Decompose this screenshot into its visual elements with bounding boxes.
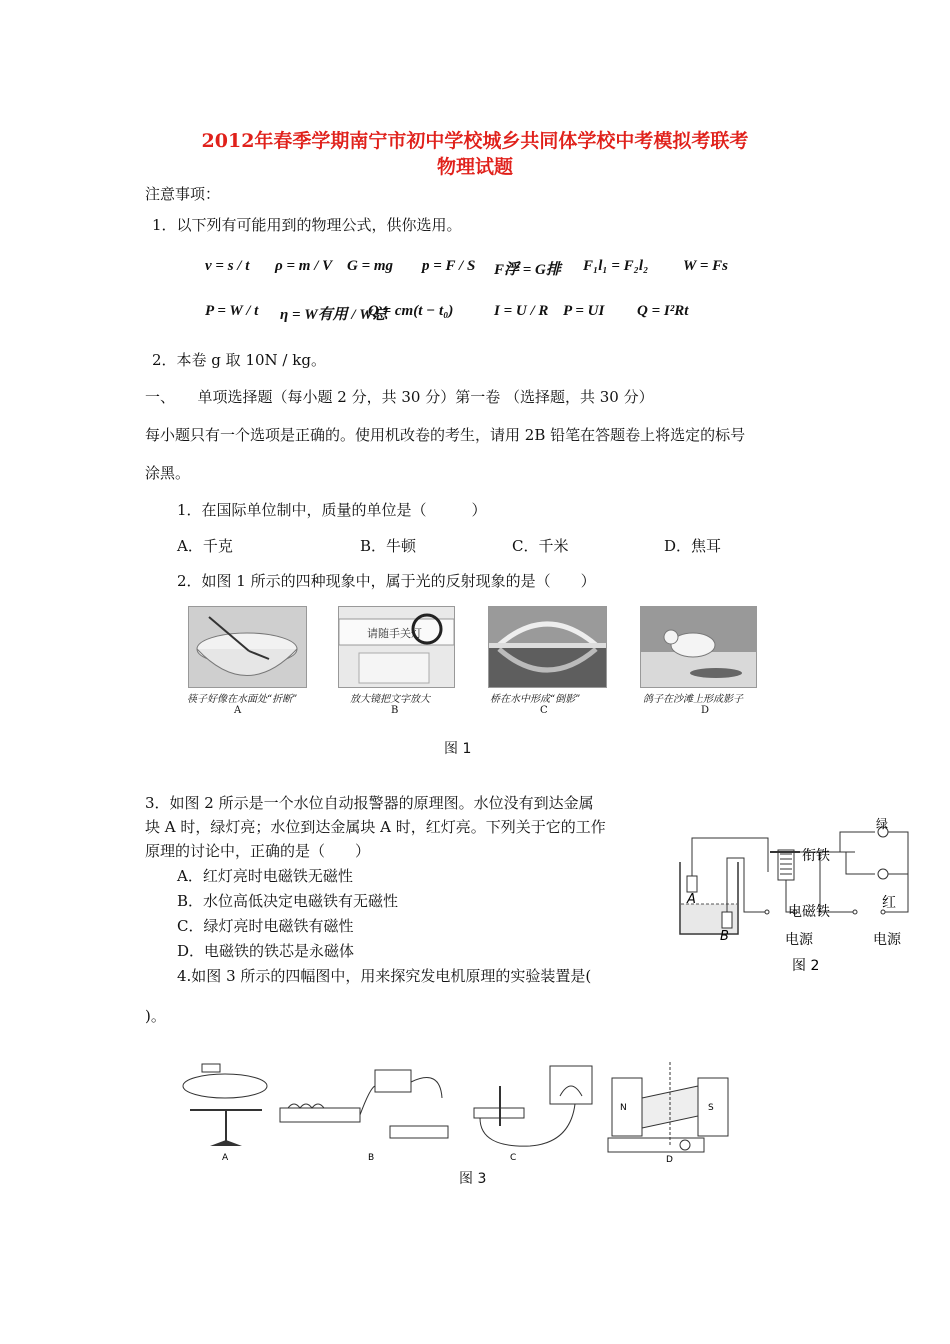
formula-work: W = Fs [683,258,728,274]
formula-heat: Q = cm(t − t₀) [368,303,454,319]
label-green: 绿 [876,817,889,831]
formula-speed: v = s / t [205,258,250,274]
q1-option-b: B．牛顿 [360,537,417,555]
fig3-four-apparatus [180,1058,750,1166]
fig1-letter-c: C [540,705,548,716]
fig3-letter-b: B [368,1153,375,1163]
fig3-apparatus-c [474,1066,592,1163]
q1-stem: 1．在国际单位制中，质量的单位是（ ） [177,501,487,519]
red-lamp-icon [878,869,888,879]
fig1-photo-c-bridge-reflection [488,606,607,688]
q3-option-c: C．绿灯亮时电磁铁有磁性 [177,917,354,935]
formula-efficiency: η = W有用 / W总 [280,307,388,323]
note-gravity-constant: 2．本卷 g 取 10N / kg。 [152,351,326,369]
label-power-left: 电源 [785,932,813,948]
label-electromagnet: 电磁铁 [788,904,830,920]
q3-option-d: D．电磁铁的铁芯是永磁体 [177,942,355,960]
fig3-letter-c: C [510,1153,517,1163]
q1-option-d: D．焦耳 [664,537,722,555]
section1-instruction-cont: 涂黑。 [145,464,191,482]
metal-block-b [722,912,732,928]
label-armature: 衔铁 [802,848,830,864]
fig2-alarm-circuit [670,812,920,977]
magnifier-illustration [339,607,454,687]
formula-lever: F₁l₁ = F₂l₂ [583,258,649,274]
fig3-letter-d: D [666,1155,673,1165]
formula-gravity: G = mg [347,258,394,274]
q3-stem-line1: 3．如图 2 所示是一个水位自动报警器的原理图。水位没有到达金属 [145,794,594,812]
exam-title-line1: 2012年春季学期南宁市初中学校城乡共同体学校中考模拟考联考 [201,130,749,152]
fig1-letter-b: B [391,705,399,716]
note-formulas-intro: 1．以下列有可能用到的物理公式，供你选用。 [152,216,462,234]
exam-title-line2: 物理试题 [436,156,513,178]
formula-electric-power: P = UI [563,303,605,319]
section1-heading: 一、 单项选择题（每小题 2 分，共 30 分）第一卷 （选择题，共 30 分） [145,388,654,406]
fig1-photo-b-magnifier [338,606,455,688]
q3-option-a: A．红灯亮时电磁铁无磁性 [177,867,353,885]
formula-ohm: I = U / R [494,303,549,319]
fig1-label: 图 1 [444,741,472,757]
formula-density: ρ = m / V [275,258,333,274]
label-block-a: A [687,892,696,907]
q3-stem-line2: 块 A 时，绿灯亮；水位到达金属块 A 时，红灯亮。下列关于它的工作 [145,818,606,836]
fig1-photo-d-dove-shadow [640,606,757,688]
fig3-apparatus-d [608,1062,728,1165]
q1-option-a: A．千克 [177,537,233,555]
formula-pressure: p = F / S [422,258,476,274]
fig3-label: 图 3 [459,1171,487,1187]
svg-text:N: N [620,1103,627,1113]
fig1-photo-a-chopsticks-bowl [188,606,307,688]
q1-option-c: C．千米 [512,537,569,555]
metal-block-a [687,876,697,892]
q4-stem-line2: )。 [145,1007,166,1025]
fig1-caption-d: 鸽子在沙滩上形成影子 [643,694,743,705]
bridge-illustration [489,607,606,687]
q4-stem-line1: 4.如图 3 所示的四幅图中，用来探究发电机原理的实验装置是( [177,967,592,985]
formula-power: P = W / t [205,303,259,319]
fig1-letter-d: D [701,705,710,716]
fig1-letter-a: A [234,705,242,716]
label-power-right: 电源 [873,932,901,948]
q3-option-b: B．水位高低决定电磁铁有无磁性 [177,892,399,910]
label-red: 红 [882,895,896,911]
bowl-illustration [189,607,306,687]
formula-buoyancy: F浮 = G排 [494,262,561,278]
fig3-apparatus-a [183,1064,267,1163]
fig3-letter-a: A [222,1153,229,1163]
label-block-b: B [720,929,729,944]
fig1-caption-b: 放大镜把文字放大 [350,694,430,705]
fig1-caption-c: 桥在水中形成“倒影” [490,694,581,705]
fig1-caption-a: 筷子好像在水面处“折断” [187,694,298,705]
section1-instruction: 每小题只有一个选项是正确的。使用机改卷的考生，请用 2B 铅笔在答题卷上将选定的标号 [145,426,746,444]
dove-illustration [641,607,756,687]
q2-stem: 2．如图 1 所示的四种现象中，属于光的反射现象的是（ ） [177,572,596,590]
q3-stem-line3: 原理的讨论中，正确的是（ ） [145,842,371,860]
svg-text:S: S [708,1103,714,1113]
sign-text: 请随手关灯 [367,627,422,640]
fig2-label: 图 2 [792,958,820,974]
formula-joule-heat: Q = I²Rt [637,303,689,319]
notice-heading: 注意事项： [145,185,221,203]
fig3-apparatus-b [280,1070,448,1163]
